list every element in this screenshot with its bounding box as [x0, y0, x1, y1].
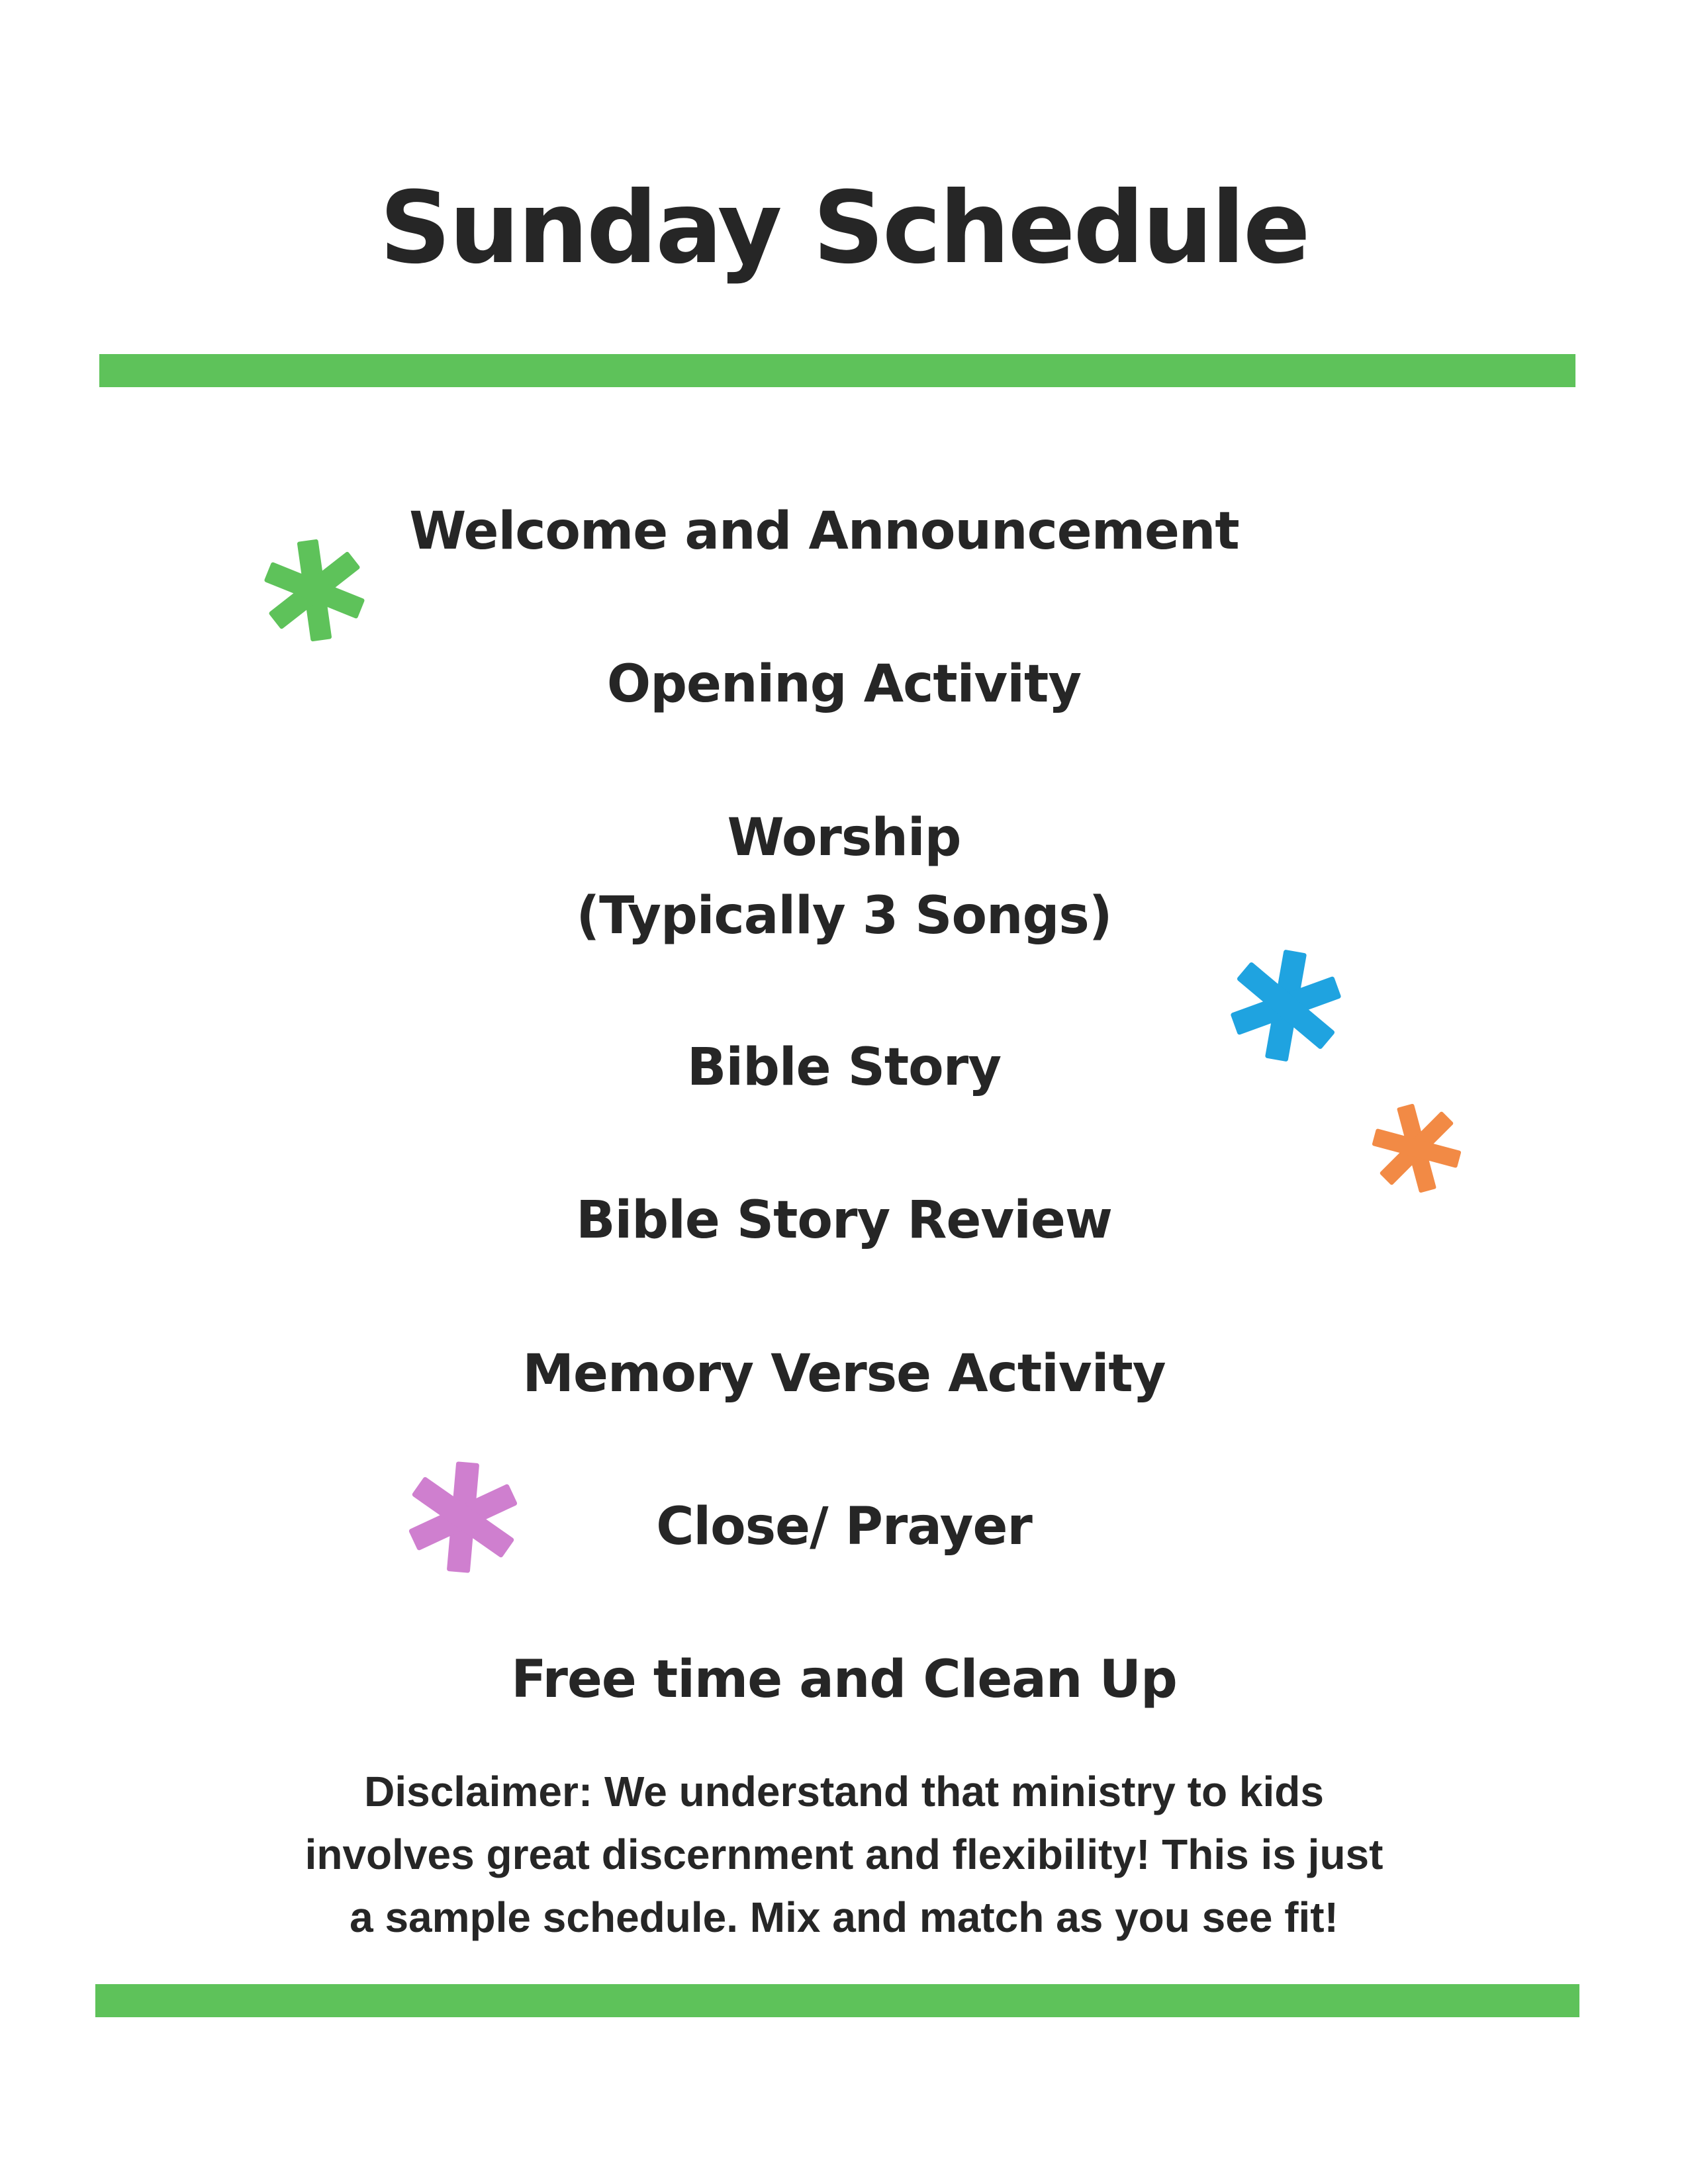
- schedule-item-bible-story-review: Bible Story Review: [576, 1191, 1112, 1250]
- schedule-item-bible-story: Bible Story: [686, 1038, 1002, 1097]
- page-title: Sunday Schedule: [379, 171, 1309, 286]
- schedule-item-worship-note: (Typically 3 Songs): [576, 886, 1112, 946]
- schedule-item-free-time: Free time and Clean Up: [511, 1650, 1177, 1709]
- orange-asterisk-icon: [1370, 1102, 1463, 1195]
- top-divider: [99, 354, 1575, 387]
- schedule-item-opening-activity: Opening Activity: [606, 655, 1082, 714]
- orange-asterisk-svg: [1370, 1102, 1463, 1195]
- schedule-item-welcome: Welcome and Announcement: [409, 502, 1239, 561]
- disclaimer-line: Disclaimer: We understand that ministry to kids: [364, 1768, 1324, 1815]
- disclaimer-line: involves great discernment and flexibility! This is just: [305, 1831, 1383, 1878]
- disclaimer: [199, 1760, 1489, 1949]
- schedule-item-memory-verse: Memory Verse Activity: [522, 1344, 1166, 1404]
- schedule-item-worship: Worship: [727, 808, 961, 868]
- bottom-divider: [95, 1984, 1579, 2017]
- schedule-item-close-prayer: Close/ Prayer: [656, 1497, 1032, 1557]
- disclaimer-line: a sample schedule. Mix and match as you see fit!: [350, 1893, 1338, 1941]
